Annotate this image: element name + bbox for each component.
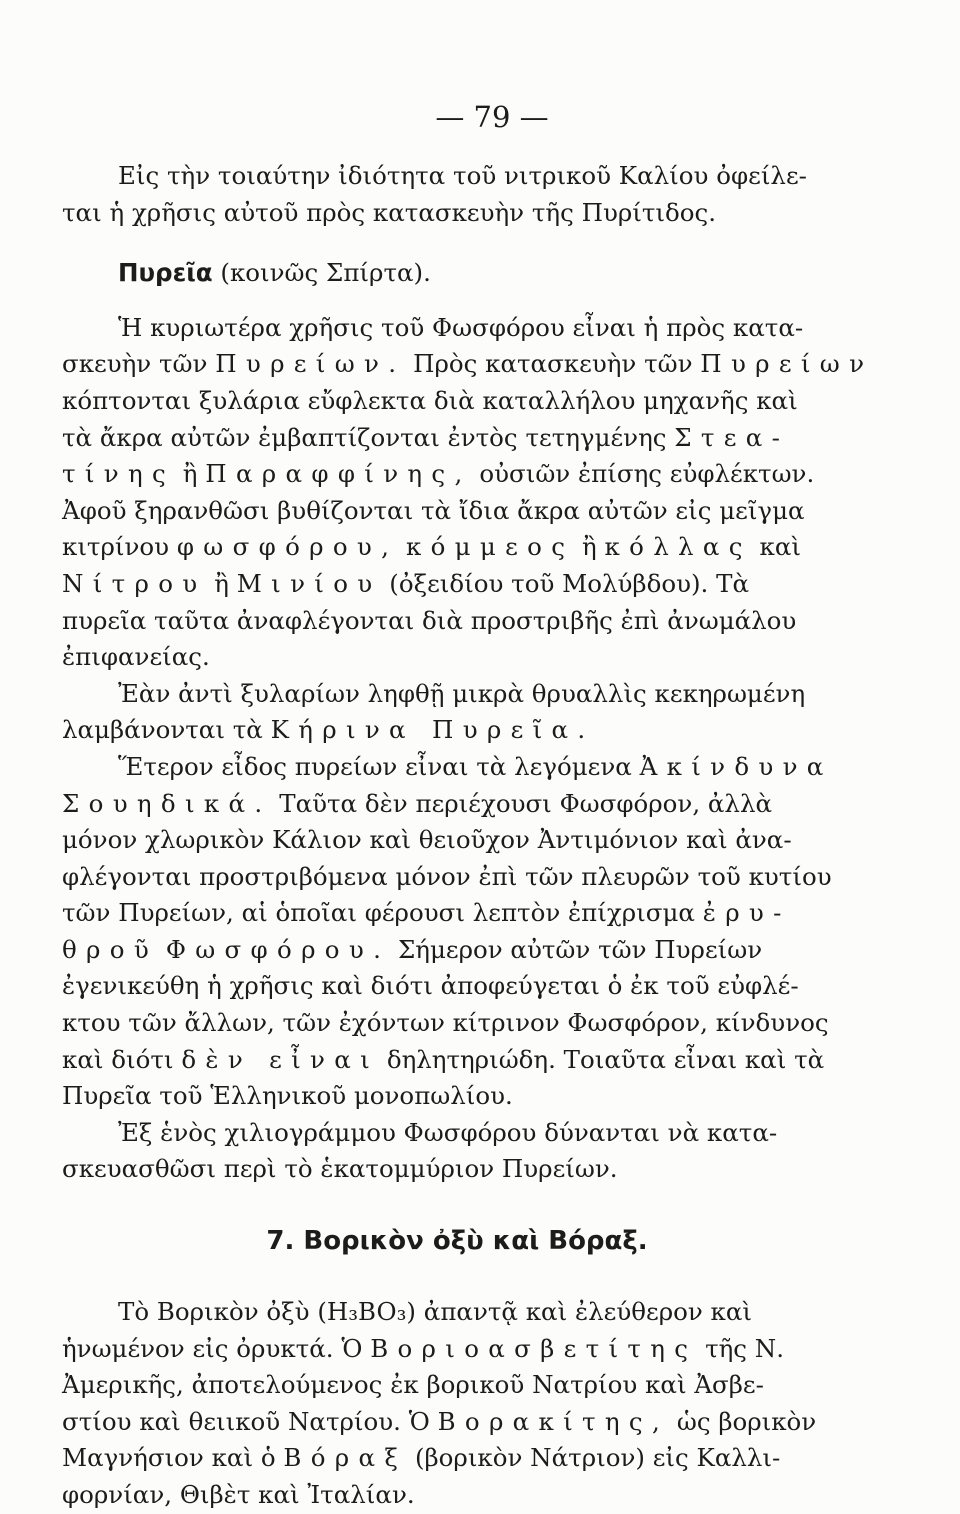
text-fragment: σκευὴν τῶν	[62, 349, 216, 379]
text-line: Εἰς τὴν τοιαύτην ἰδιότητα τοῦ νιτρικοῦ Καλίου ὀφείλε-	[118, 161, 807, 190]
text-line	[62, 420, 852, 457]
text-line: Ἀφοῦ ξηρανθῶσι βυθίζονται τὰ ἴδια ἄκρα αὐτῶν εἰς μεῖγμα	[62, 495, 805, 525]
text-line: πυρεῖα ταῦτα ἀναφλέγονται διὰ προστριβῆς ἐπὶ ἀνωμάλου	[62, 605, 797, 635]
pyreia-heading-bold: Πυρεῖα	[118, 258, 213, 288]
text-fragment: Ταῦτα δὲν περιέχουσι Φωσφόρον, ἀλλὰ	[271, 788, 773, 818]
spaced-term: Παραφφίνης,	[205, 459, 472, 489]
text-fragment: ἢ	[206, 568, 237, 598]
text-fragment: τῶν Πυρείων, αἱ ὁποῖαι φέρουσι λεπτὸν ἐπίχρισμα	[62, 898, 703, 928]
text-fragment: ἡνωμένον εἰς ὀρυκτά. Ὁ	[62, 1333, 371, 1363]
text-line	[62, 255, 852, 292]
text-line: Τὸ Βορικὸν ὀξὺ (H₃BO₃) ἀπαντᾷ καὶ ἐλεύθερον καὶ	[118, 1297, 752, 1327]
spaced-term: Βόραξ	[283, 1443, 408, 1473]
text-fragment	[398, 532, 406, 561]
spaced-term: Βορακίτης,	[437, 1406, 670, 1436]
text-fragment: τῆς Ν.	[697, 1333, 785, 1363]
spaced-term: φωσφόρου,	[176, 532, 399, 562]
text-line	[62, 346, 874, 383]
pyreia-heading-rest: (κοινῶς Σπίρτα).	[212, 258, 431, 288]
text-line	[62, 712, 852, 749]
spaced-term: Πυρείων.	[215, 349, 406, 379]
text-line: Πυρεῖα τοῦ Ἑλληνικοῦ μονοπωλίου.	[62, 1081, 513, 1111]
spaced-term: δὲν εἶναι	[181, 1044, 380, 1074]
book-page	[62, 100, 874, 1514]
pyreia-heading	[62, 255, 852, 292]
text-fragment: λαμβάνονται τὰ	[62, 715, 271, 745]
text-line: ται ἡ χρῆσις αὐτοῦ πρὸς κατασκευὴν τῆς Πυρίτιδος.	[62, 197, 717, 227]
text-line	[62, 1404, 852, 1441]
text-fragment: ἢ	[574, 532, 605, 562]
text-line	[62, 895, 852, 932]
intro-paragraph	[62, 158, 852, 231]
kiria-paragraph	[62, 676, 852, 749]
text-line: σκευασθῶσι περὶ τὸ ἑκατομμύριον Πυρείων.	[62, 1154, 618, 1184]
text-line: φλέγονται προστριβόμενα μόνον ἐπὶ τῶν πλευρῶν τοῦ κυτίου	[62, 861, 832, 891]
text-fragment: Σήμερον αὐτῶν τῶν Πυρείων	[390, 934, 763, 964]
text-fragment: Ἕτερον εἶδος πυρείων εἶναι τὰ λεγόμενα	[118, 751, 640, 781]
text-line	[62, 1331, 852, 1368]
text-fragment: καὶ	[751, 532, 802, 562]
page-number: — 79 —	[435, 100, 549, 134]
text-fragment: (ὀξειδίου τοῦ Μολύβδου). Τὰ	[381, 568, 749, 598]
text-fragment: τὰ ἄκρα αὐτῶν ἐμβαπτίζονται ἐντὸς τετηγμένης	[62, 422, 675, 452]
spaced-term: θροῦ	[62, 934, 159, 964]
text-line	[62, 932, 852, 969]
text-fragment: κιτρίνου	[62, 532, 177, 562]
spaced-term: Κήρινα Πυρεῖα.	[270, 715, 595, 745]
spaced-term: Ἀκίνδυνα	[639, 751, 833, 781]
text-line: φορνίαν, Θιβὲτ καὶ Ἰταλίαν.	[62, 1480, 415, 1509]
text-line	[62, 749, 852, 786]
spaced-term: ἐρυ-	[702, 898, 791, 928]
text-line	[62, 1440, 852, 1477]
spaced-term: τίνης	[62, 459, 176, 489]
text-line: Ἐὰν ἀντὶ ξυλαρίων ληφθῇ μικρὰ θρυαλλὶς κεκηρωμένη	[118, 678, 806, 708]
text-line: κόπτονται ξυλάρια εὔφλεκτα διὰ καταλλήλου μηχανῆς καὶ	[62, 385, 798, 415]
text-line	[62, 529, 852, 566]
spaced-term: Σουηδικά.	[62, 788, 272, 818]
text-line: κτου τῶν ἄλλων, τῶν ἐχόντων κίτρινον Φωσφόρον, κίνδυνος	[62, 1008, 829, 1038]
text-line: Ἐξ ἑνὸς χιλιογράμμου Φωσφόρου δύνανται νὰ κατα-	[118, 1117, 778, 1147]
text-fragment	[158, 935, 166, 964]
text-line: ἐγενικεύθη ἡ χρῆσις καὶ διότι ἀποφεύγεται ὁ ἐκ τοῦ εὐφλέ-	[62, 971, 799, 1001]
text-line: Ἀμερικῆς, ἀποτελούμενος ἐκ βορικοῦ Νατρίου καὶ Ἀσβε-	[62, 1370, 764, 1400]
boric-paragraph	[62, 1294, 852, 1514]
text-fragment: καὶ διότι	[62, 1044, 182, 1074]
text-line: μόνον χλωρικὸν Κάλιον καὶ θειοῦχον Ἀντιμόνιον καὶ ἀνα-	[62, 825, 792, 855]
text-line	[62, 1042, 852, 1079]
spaced-term: Στεα-	[674, 422, 790, 452]
spaced-term: Μινίου	[236, 568, 382, 598]
akindyna-paragraph	[62, 749, 852, 1115]
text-line	[62, 566, 852, 603]
spaced-term: Βοριοασβετίτης	[370, 1333, 698, 1363]
text-fragment: στίου καὶ θειικοῦ Νατρίου. Ὁ	[62, 1406, 438, 1436]
spaced-term: Φωσφόρου.	[165, 934, 391, 964]
text-line	[62, 786, 852, 823]
section-heading: 7. Βορικὸν ὀξὺ καὶ Βόραξ.	[266, 1226, 648, 1257]
text-fragment: Μαγνήσιον καὶ ὁ	[62, 1443, 284, 1473]
text-fragment: ἢ	[175, 459, 206, 489]
text-fragment: Πρὸς κατασκευὴν τῶν	[405, 349, 701, 379]
text-line	[62, 456, 852, 493]
text-line: ἐπιφανείας.	[62, 642, 210, 672]
text-line: Ἡ κυριωτέρα χρῆσις τοῦ Φωσφόρου εἶναι ἡ πρὸς κατα-	[118, 312, 804, 342]
spaced-term: κόμμεος	[406, 532, 575, 562]
spaced-term: Πυρείων	[700, 349, 874, 379]
text-fragment: ὡς βορικὸν	[669, 1406, 817, 1436]
text-fragment: δηλητηριώδη. Τοιαῦτα εἶναι καὶ τὰ	[379, 1044, 825, 1074]
text-fragment: οὐσιῶν ἐπίσης εὐφλέκτων.	[471, 459, 815, 489]
text-fragment: (βορικὸν Νάτριον) εἰς Καλλι-	[407, 1443, 781, 1473]
kilo-paragraph	[62, 1115, 852, 1188]
spaced-term: Νίτρου	[62, 568, 207, 598]
pyreia-paragraph	[62, 310, 874, 676]
spaced-term: κόλλας	[604, 532, 752, 562]
